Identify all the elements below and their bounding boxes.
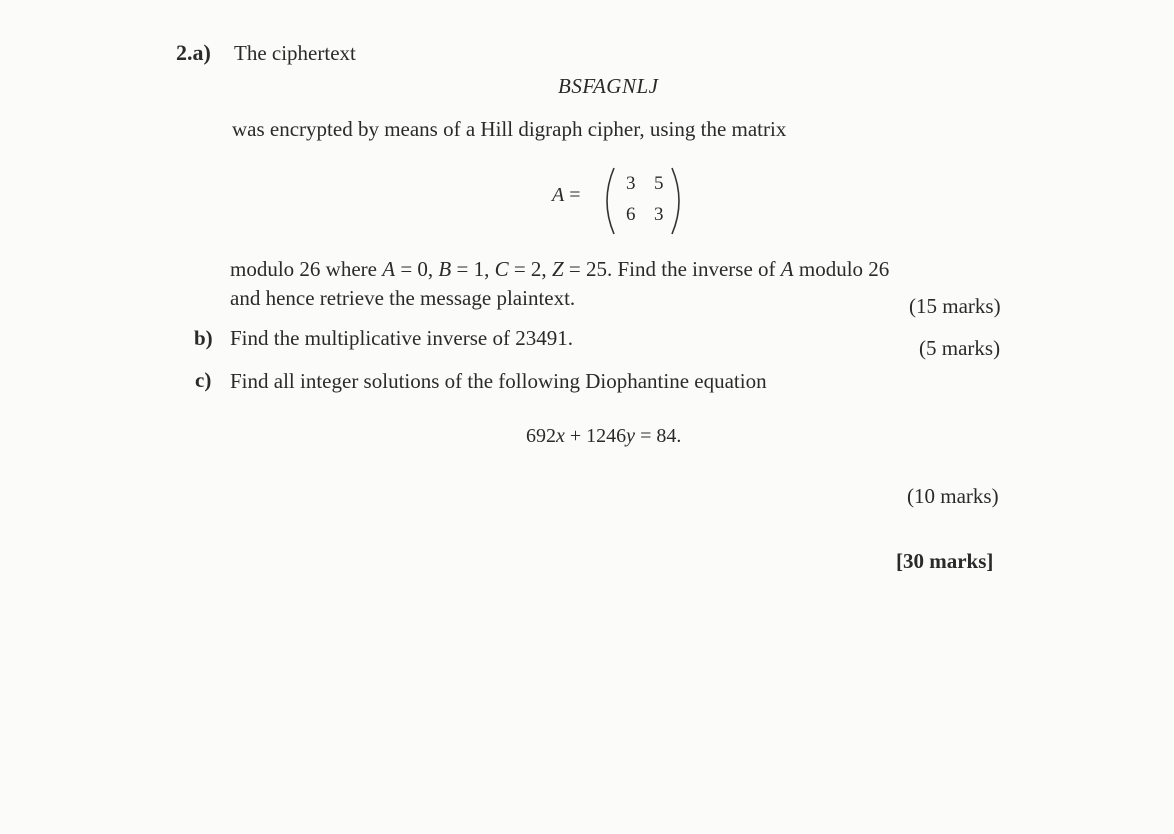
part-a-hence-line: and hence retrieve the message plaintext.: [230, 286, 576, 310]
eq-c: = 2,: [508, 257, 552, 281]
var-z: Z: [551, 257, 564, 281]
eq-z: = 25. Find the inverse of: [563, 257, 781, 281]
part-a-sentence: was encrypted by means of a Hill digraph cipher, using the matrix: [232, 117, 787, 141]
modulo-suffix: modulo 26: [793, 257, 890, 281]
matrix-cell-1-0: 6: [626, 204, 636, 225]
diophantine-equation: [526, 425, 681, 448]
part-b-marks: (5 marks): [919, 336, 1001, 360]
part-a-intro: The ciphertext: [234, 41, 356, 65]
plus-coef-y: + 1246: [564, 425, 627, 447]
question-label: [176, 40, 211, 66]
var-y: y: [626, 425, 636, 447]
var-a-2: A: [780, 257, 794, 281]
matrix-cell-0-1: 5: [654, 173, 664, 194]
var-a: A: [382, 257, 396, 281]
part-c-text: Find all integer solutions of the following Diophantine equation: [230, 369, 767, 393]
part-b-text: Find the multiplicative inverse of 23491.: [230, 326, 573, 350]
matrix-cell-0-0: 3: [626, 173, 636, 194]
part-c-label: c): [195, 368, 212, 392]
right-paren: [672, 168, 679, 234]
part-a-modulo-line: [230, 257, 889, 282]
part-a-label: a): [192, 40, 211, 65]
coef-x: 692: [526, 425, 556, 447]
equation-rhs: = 84.: [635, 425, 682, 447]
matrix-name: A: [552, 184, 565, 206]
left-paren: [607, 168, 614, 234]
var-c: C: [494, 257, 509, 281]
matrix-label: [552, 184, 581, 207]
question-number: 2.: [176, 40, 193, 65]
part-a-marks: (15 marks): [909, 294, 1001, 318]
ciphertext: BSFAGNLJ: [558, 74, 659, 98]
var-x: x: [556, 425, 565, 447]
eq-b: = 1,: [451, 257, 495, 281]
var-b: B: [438, 257, 452, 281]
part-b-label: b): [194, 326, 213, 350]
eq-a: = 0,: [395, 257, 439, 281]
modulo-prefix: modulo 26 where: [230, 257, 383, 281]
part-c-marks: (10 marks): [907, 484, 999, 508]
matrix-brackets: [598, 164, 688, 238]
matrix-cell-1-1: 3: [654, 204, 664, 225]
total-marks: [30 marks]: [896, 549, 994, 573]
matrix-equals: =: [569, 184, 581, 206]
